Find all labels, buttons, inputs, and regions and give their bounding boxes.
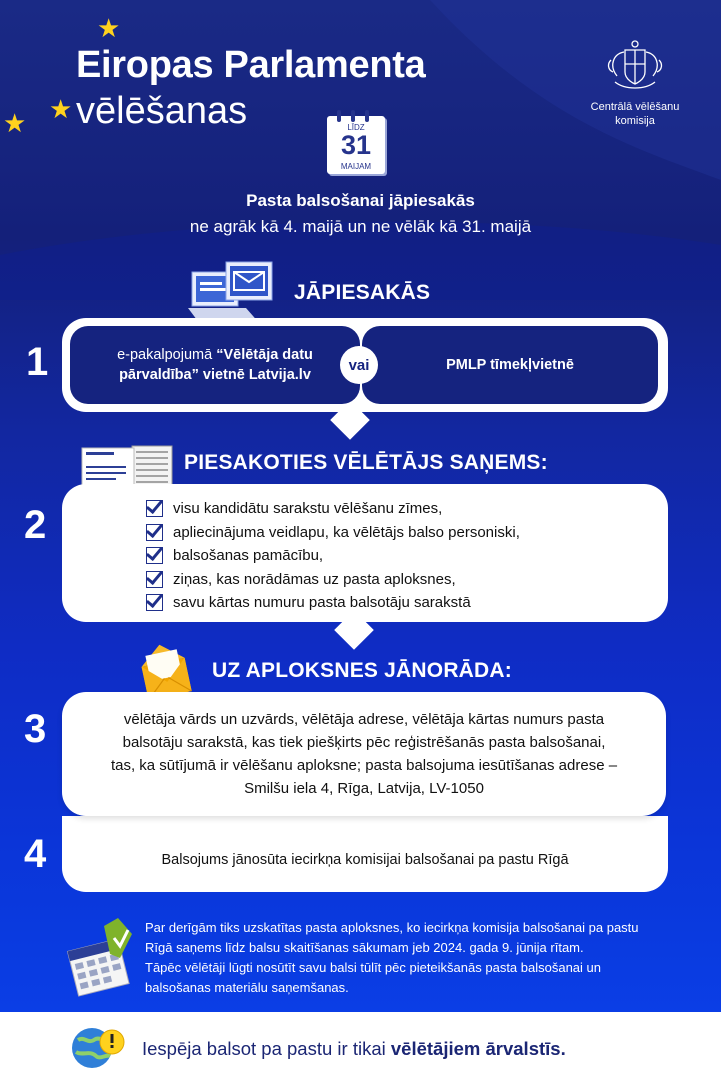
checkbox-icon xyxy=(146,571,163,588)
or-badge: vai xyxy=(340,346,378,384)
list-item: apliecinājuma veidlapu, ka vēlētājs balso personiski, xyxy=(146,521,520,545)
option-a-bold2: pārvaldība” vietnē Latvija.lv xyxy=(119,367,311,383)
list-item: ziņas, kas norādāmas uz pasta aploksnes, xyxy=(146,568,520,592)
calendar-icon xyxy=(323,110,389,176)
note-line: Tāpēc vēlētāji lūgti nosūtīt savu balsi tūlīt pēc pieteikšanās pasta balsošanai un xyxy=(145,960,601,975)
step2-list xyxy=(146,497,520,615)
checkbox-icon xyxy=(146,547,163,564)
step4-number: 4 xyxy=(24,832,47,876)
step4-text: Balsojums jānosūta iecirkņa komisijai balsošanai pa pastu Rīgā xyxy=(161,852,569,868)
step3-line: Smilšu iela 4, Rīga, Latvija, LV-1050 xyxy=(244,780,484,797)
list-item: savu kārtas numuru pasta balsotāju sarakstā xyxy=(146,591,520,615)
list-item: visu kandidātu sarakstu vēlēšanu zīmes, xyxy=(146,497,520,521)
option-latvija-lv xyxy=(70,326,360,404)
note-text xyxy=(145,918,639,998)
note-line: Par derīgām tiks uzskatītas pasta aploksnes, ko iecirkņa komisija balsošanai pa pastu xyxy=(145,920,639,935)
calendar-day: 31 xyxy=(340,130,372,160)
checkbox-icon xyxy=(146,594,163,611)
step1-title: JĀPIESAKĀS xyxy=(294,281,431,304)
footer-text xyxy=(142,1038,566,1060)
step3-line: vēlētāja vārds un uzvārds, vēlētāja adrese, vēlētāja kārtas numurs pasta xyxy=(123,711,605,728)
step3-number: 3 xyxy=(24,707,47,751)
step3-line: tas, ka sūtījumā ir vēlēšanu aploksne; pasta balsojuma iesūtīšanas adrese – xyxy=(110,757,618,774)
footer-text-plain: Iespēja balsot pa pastu ir tikai xyxy=(142,1038,391,1059)
registration-heading: Pasta balsošanai jāpiesakās xyxy=(246,191,475,210)
note-line: Rīgā saņems līdz balsu skaitīšanas sākumam jeb 2024. gada 9. jūnija rītam. xyxy=(145,940,584,955)
page-subtitle: vēlēšanas xyxy=(76,90,248,132)
registration-period: ne agrāk kā 4. maijā un ne vēlāk kā 31. maijā xyxy=(189,217,532,236)
step3-text xyxy=(62,708,666,800)
checkbox-icon xyxy=(146,500,163,517)
star-icon: ★ xyxy=(97,13,121,43)
step3-title: UZ APLOKSNES JĀNORĀDA: xyxy=(212,659,512,682)
list-item: balsošanas pamācību, xyxy=(146,544,520,568)
step2-title: PIESAKOTIES VĒLĒTĀJS SAŅEMS: xyxy=(184,451,548,474)
org-name-line1: Centrālā vēlēšanu xyxy=(590,101,680,113)
calendar-month: MAIJAM xyxy=(340,162,372,171)
calendar-top-label: LĪDZ xyxy=(347,123,365,132)
star-icon: ★ xyxy=(3,108,27,138)
org-logo xyxy=(585,38,685,128)
step2-number: 2 xyxy=(24,503,47,547)
star-icon: ★ xyxy=(49,94,73,124)
coat-of-arms-icon xyxy=(605,38,665,96)
calendar-check-icon xyxy=(62,916,138,1000)
page-title: Eiropas Parlamenta xyxy=(76,44,426,86)
org-name-line2: komisija xyxy=(615,115,655,127)
step3-line: balsotāju sarakstā, kas tiek piešķirts pēc reģistrēšanās pasta balsošanai, xyxy=(122,734,606,751)
footer-text-bold: vēlētājiem ārvalstīs. xyxy=(390,1038,566,1059)
option-pmlp: PMLP tīmekļvietnē xyxy=(362,326,658,404)
option-a-text: e-pakalpojumā xyxy=(117,347,217,363)
globe-warning-icon xyxy=(68,1022,128,1072)
checkbox-icon xyxy=(146,524,163,541)
note-line: balsošanas materiālu saņemšanas. xyxy=(145,980,349,995)
option-a-bold1: “Vēlētāja datu xyxy=(216,347,313,363)
step1-number: 1 xyxy=(26,340,49,384)
